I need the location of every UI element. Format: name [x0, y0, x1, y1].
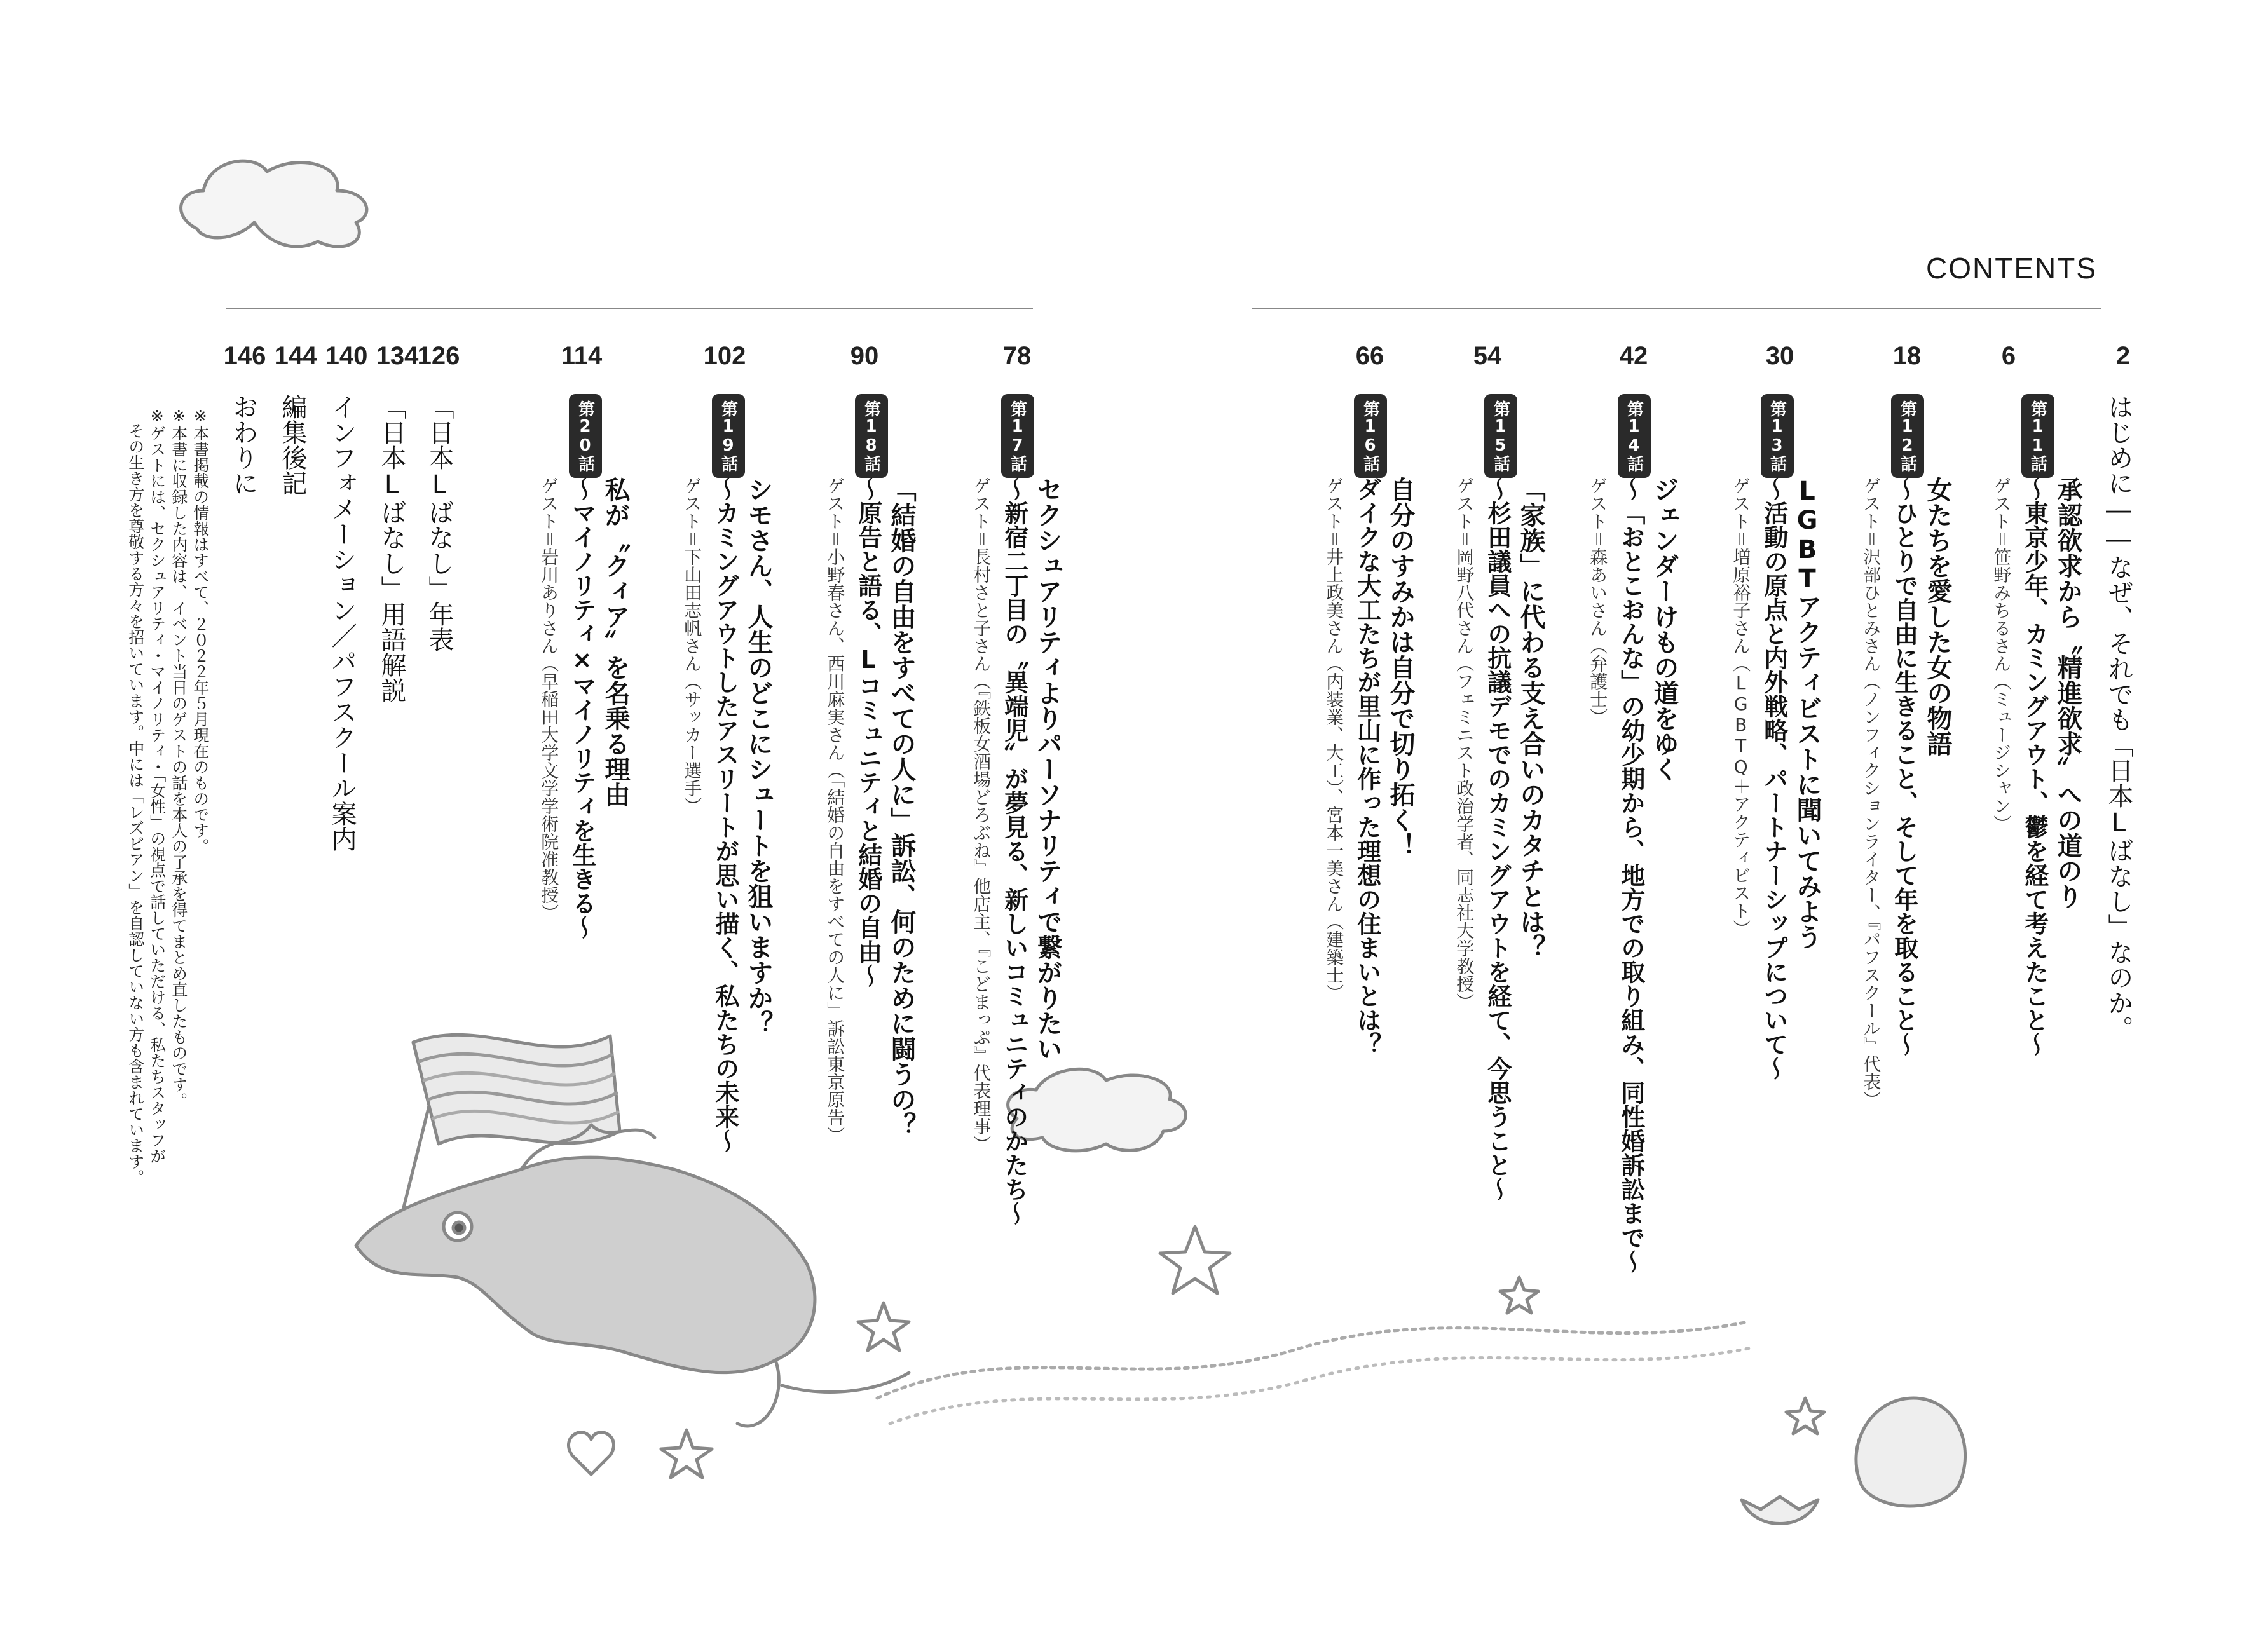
- episode-subtitle: ～新宿二丁目の〝異端児〟が夢見る、新しいコミュニティのかたち～: [1000, 477, 1028, 1225]
- cloud-icon: [1008, 1069, 1186, 1151]
- episode-guest: ゲスト＝笹野みちるさん（ミュージシャン）: [1991, 477, 2012, 833]
- episode-guest: ゲスト＝小野春さん、西川麻実さん（「結婚の自由をすべての人に」訴訟東京原告）: [824, 477, 846, 1144]
- footnote: ※本書掲載の情報はすべて、２０２２年５月現在のものです。: [191, 407, 210, 854]
- page-number: 42: [1619, 342, 1648, 370]
- episode-subtitle: ～「おとこおんな」の幼少期から、地方での取り組み、同性婚訴訟まで～: [1616, 477, 1645, 1274]
- episode-guest: ゲスト＝増原裕子さん（LGBTQ＋アクティビスト）: [1730, 477, 1752, 937]
- footnote: ※本書に収録した内容は、イベント当日のゲストの話を本人の了承を得てまとめ直したものです。: [169, 407, 188, 1108]
- heart-icon: [568, 1432, 613, 1474]
- episode-subtitle: ～原告と語る、Lコミュニティと結婚の自由～: [854, 477, 882, 988]
- page-number: 126: [417, 342, 460, 370]
- toc-entry-closing[interactable]: おわりに: [229, 394, 258, 496]
- star-icon: [661, 1430, 712, 1478]
- episode-title[interactable]: シモさん、人生のどこにシュートを狙いますか？: [744, 477, 773, 1036]
- episode-title[interactable]: 私が〝クィア〟を名乗る理由: [601, 477, 630, 807]
- episode-badge: 第14話: [1618, 394, 1651, 478]
- episode-guest: ゲスト＝沢部ひとみさん（ノンフィクションライター、『パフスクール』代表）: [1861, 477, 1882, 1108]
- episode-title[interactable]: LGBTアクティビストに聞いてみよう: [1793, 477, 1822, 949]
- page-number: 102: [703, 342, 746, 370]
- star-icon: [1500, 1277, 1538, 1313]
- episode-badge: 第20話: [569, 394, 602, 478]
- episode-badge: 第19話: [712, 394, 745, 478]
- episode-subtitle: ～マイノリティ×マイノリティを生きる～: [568, 477, 596, 939]
- page-number: 6: [2001, 342, 2016, 370]
- episode-guest: ゲスト＝井上政美さん（内装業、大工）、宮本一美さん（建築士）: [1323, 477, 1345, 1002]
- header-rule-left: [226, 308, 1033, 309]
- page-number: 2: [2115, 342, 2131, 370]
- star-icon: [858, 1303, 909, 1350]
- episode-subtitle: ダイクな大工たちが里山に作った理想の住まいとは？: [1353, 477, 1381, 1056]
- page-number: 134: [376, 342, 419, 370]
- egg-shell-illustration: [1856, 1398, 1965, 1506]
- episode-badge: 第17話: [1001, 394, 1034, 478]
- episode-subtitle: ～杉田議員への抗議デモでのカミングアウトを経て、今思うこと～: [1483, 477, 1512, 1201]
- toc-entry-editorial[interactable]: 編集後記: [278, 394, 307, 496]
- footnote: ※ゲストには、セクシュアリティ・マイノリティ・「女性」の視点で話していただける、私たちスタッフが: [147, 407, 167, 1164]
- page-number: 146: [223, 342, 266, 370]
- footnote: その生き方を尊敬する方々を招いています。中には「レズビアン」を自認していない方も含まれています。: [126, 423, 145, 1185]
- page-number: 140: [325, 342, 368, 370]
- header-rule-right: [1252, 308, 2101, 309]
- page-number: 144: [274, 342, 317, 370]
- episode-badge: 第16話: [1354, 394, 1387, 478]
- episode-subtitle: ～ひとりで自由に生きること、そして年を取ること～: [1890, 477, 1918, 1056]
- episode-badge: 第13話: [1761, 394, 1794, 478]
- episode-guest: ゲスト＝長村さと子さん（『鉄板女酒場どろぶね』他店主、『こどまっぷ』代表理事）: [971, 477, 992, 1153]
- episode-title[interactable]: ジェンダーけもの道をゆく: [1650, 477, 1679, 782]
- episode-badge: 第12話: [1891, 394, 1924, 478]
- episode-badge: 第18話: [855, 394, 888, 478]
- episode-title[interactable]: 「家族」に代わる支え合いのカタチとは？: [1516, 477, 1545, 960]
- episode-title[interactable]: 自分のすみかは自分で切り拓く！: [1386, 477, 1415, 858]
- cloud-icon: [181, 161, 367, 247]
- episode-badge: 第15話: [1484, 394, 1517, 478]
- page-number: 78: [1002, 342, 1032, 370]
- page-title: CONTENTS: [1926, 252, 2097, 285]
- creature-illustration: [356, 1157, 815, 1373]
- toc-entry-timeline[interactable]: 「日本Lばなし」年表: [425, 394, 454, 652]
- episode-guest: ゲスト＝森あいさん（弁護士）: [1587, 477, 1609, 726]
- episode-guest: ゲスト＝下山田志帆さん（サッカー選手）: [681, 477, 703, 815]
- page-number: 54: [1473, 342, 1502, 370]
- episode-subtitle: ～東京少年、カミングアウト、鬱を経て考えたこと～: [2020, 477, 2049, 1056]
- star-icon: [1786, 1398, 1824, 1434]
- toc-entry-intro[interactable]: はじめに――なぜ、それでも「日本Lばなし」なのか。: [2104, 394, 2133, 1041]
- episode-subtitle: ～カミングアウトしたアスリートが思い描く、私たちの未来～: [711, 477, 739, 1153]
- episode-title[interactable]: 承認欲求から〝精進欲求〟への道のり: [2053, 477, 2082, 909]
- page-number: 90: [850, 342, 879, 370]
- star-icon: [1160, 1227, 1230, 1293]
- toc-entry-glossary[interactable]: 「日本Lばなし」用語解説: [377, 394, 406, 703]
- page-number: 66: [1355, 342, 1384, 370]
- episode-badge: 第11話: [2021, 394, 2054, 478]
- page-number: 114: [561, 342, 603, 370]
- episode-title[interactable]: 女たちを愛した女の物語: [1923, 477, 1952, 756]
- page-number: 18: [1892, 342, 1922, 370]
- episode-title[interactable]: 「結婚の自由をすべての人に」訴訟、何のために闘うの？: [887, 477, 916, 1138]
- episode-guest: ゲスト＝岡野八代さん（フェミニスト政治学者、同志社大学教授）: [1454, 477, 1475, 1010]
- episode-title[interactable]: セクシュアリティよりパーソナリティで繋がりたい: [1033, 477, 1062, 1061]
- episode-guest: ゲスト＝岩川ありさん（早稲田大学文学学術院准教授）: [538, 477, 560, 921]
- episode-subtitle: ～活動の原点と内外戦略、パートナーシップについて～: [1759, 477, 1788, 1080]
- page-number: 30: [1765, 342, 1794, 370]
- toc-entry-information[interactable]: インフォメーション／パフスクール案内: [327, 394, 357, 852]
